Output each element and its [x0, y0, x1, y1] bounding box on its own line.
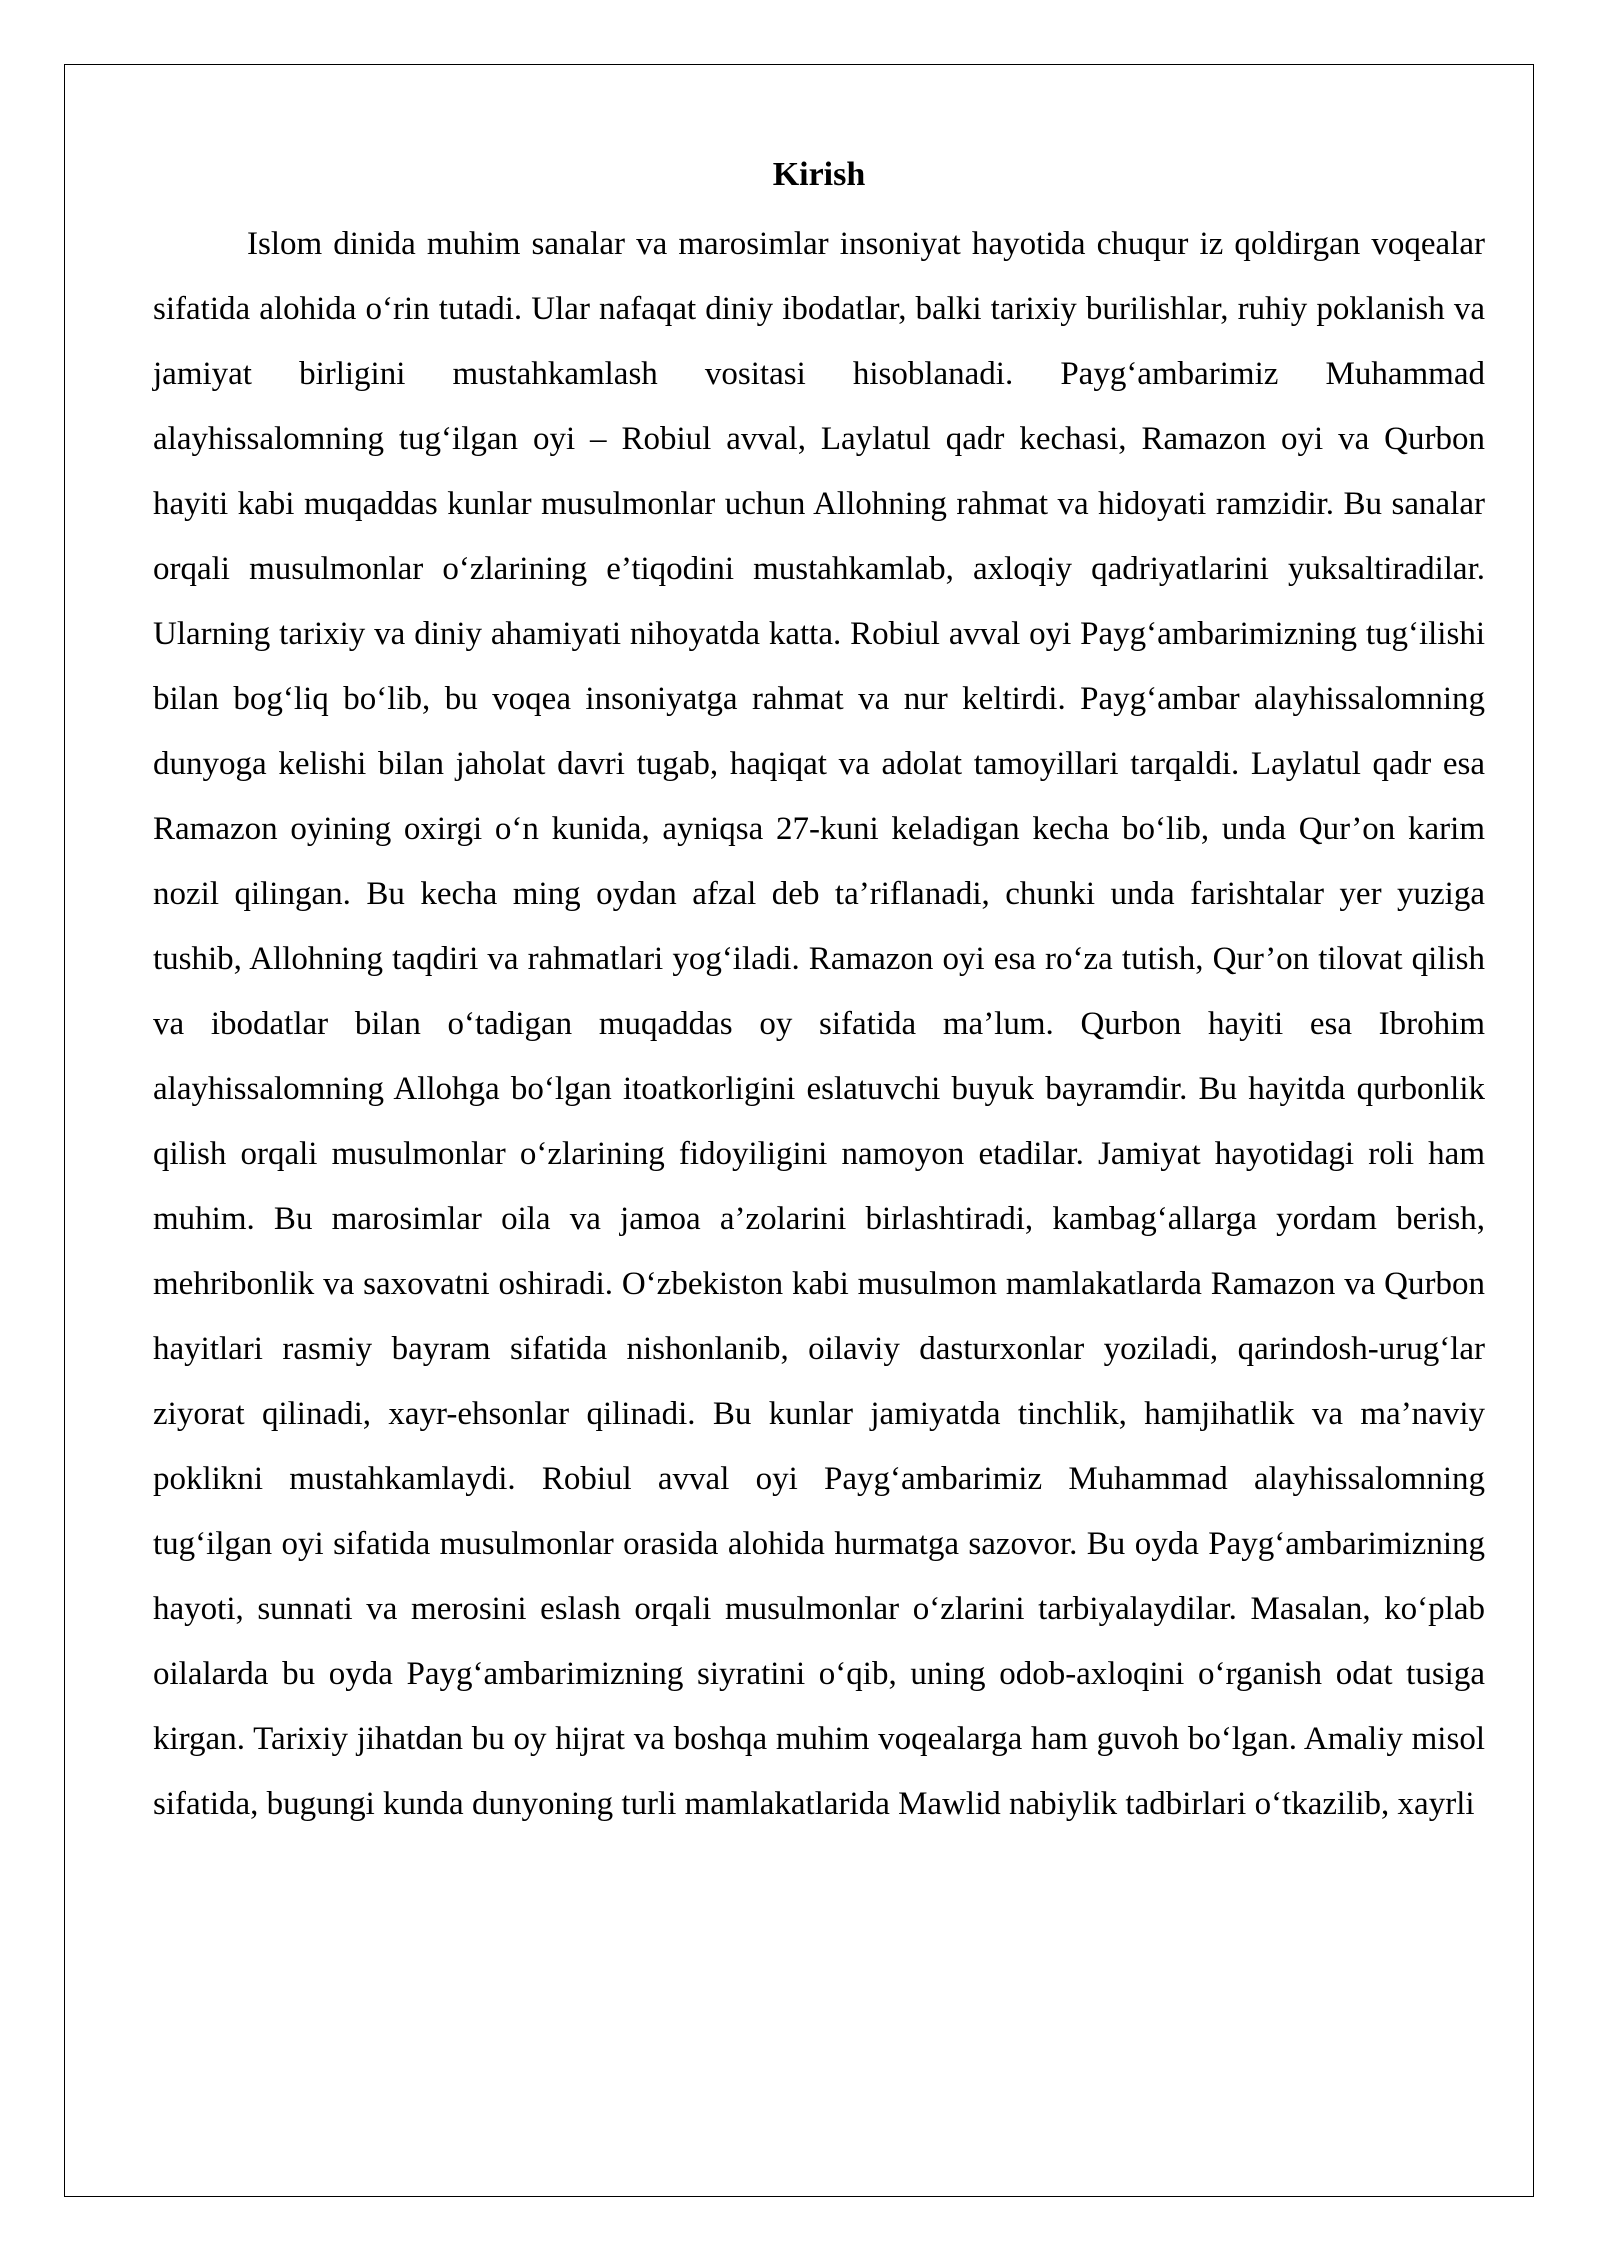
document-heading: Kirish	[772, 156, 866, 193]
document-body	[153, 148, 1485, 1837]
document-paragraph: Islom dinida muhim sanalar va marosimlar insoniyat hayotida chuqur iz qoldirgan voqealar sifatida alohida o‘rin tutadi. Ular nafaqat diniy ibodatlar, balki tarixiy burilishlar, ruhiy poklanish va jamiyat birligini mustahkamlash vositasi hisoblanadi. Payg‘ambarimiz Muhammad alayhissalomning tug‘ilgan oyi – Robiul avval, Laylatul qadr kechasi, Ramazon oyi va Qurbon hayiti kabi muqaddas kunlar musulmonlar uchun Allohning rahmat va hidoyati ramzidir. Bu sanalar orqali musulmonlar o‘zlarining e’tiqodini mustahkamlab, axloqiy qadriyatlarini yuksaltiradilar. Ularning tarixiy va diniy ahamiyati nihoyatda katta. Robiul avval oyi Payg‘ambarimizning tug‘ilishi bilan bog‘liq bo‘lib, bu voqea insoniyatga rahmat va nur keltirdi. Payg‘ambar alayhissalomning dunyoga kelishi bilan jaholat davri tugab, haqiqat va adolat tamoyillari tarqaldi. Laylatul qadr esa Ramazon oyining oxirgi o‘n kunida, ayniqsa 27-kuni keladigan kecha bo‘lib, unda Qur’on karim nozil qilingan. Bu kecha ming oydan afzal deb ta’riflanadi, chunki unda farishtalar yer yuziga tushib, Allohning taqdiri va rahmatlari yog‘iladi. Ramazon oyi esa ro‘za tutish, Qur’on tilovat qilish va ibodatlar bilan o‘tadigan muqaddas oy sifatida ma’lum. Qurbon hayiti esa Ibrohim alayhissalomning Allohga bo‘lgan itoatkorligini eslatuvchi buyuk bayramdir. Bu hayitda qurbonlik qilish orqali musulmonlar o‘zlarining fidoyiligini namoyon etadilar. Jamiyat hayotidagi roli ham muhim. Bu marosimlar oila va jamoa a’zolarini birlashtiradi, kambag‘allarga yordam berish, mehribonlik va saxovatni oshiradi. O‘zbekiston kabi musulmon mamlakatlarda Ramazon va Qurbon hayitlari rasmiy bayram sifatida nishonlanib, oilaviy dasturxonlar yoziladi, qarindosh-urug‘lar ziyorat qilinadi, xayr-ehsonlar qilinadi. Bu kunlar jamiyatda tinchlik, hamjihatlik va ma’naviy poklikni mustahkamlaydi. Robiul avval oyi Payg‘ambarimiz Muhammad alayhissalomning tug‘ilgan oyi sifatida musulmonlar orasida alohida hurmatga sazovor. Bu oyda Payg‘ambarimizning hayoti, sunnati va merosini eslash orqali musulmonlar o‘zlarini tarbiyalaydilar. Masalan, ko‘plab oilalarda bu oyda Payg‘ambarimizning siyratini o‘qib, uning odob-axloqini o‘rganish odat tusiga kirgan. Tarixiy jihatdan bu oy hijrat va boshqa muhim voqealarga ham guvoh bo‘lgan. Amaliy misol sifatida, bugungi kunda dunyoning turli mamlakatlarida Mawlid nabiylik tadbirlari o‘tkazilib, xayrli	[153, 226, 1485, 1822]
